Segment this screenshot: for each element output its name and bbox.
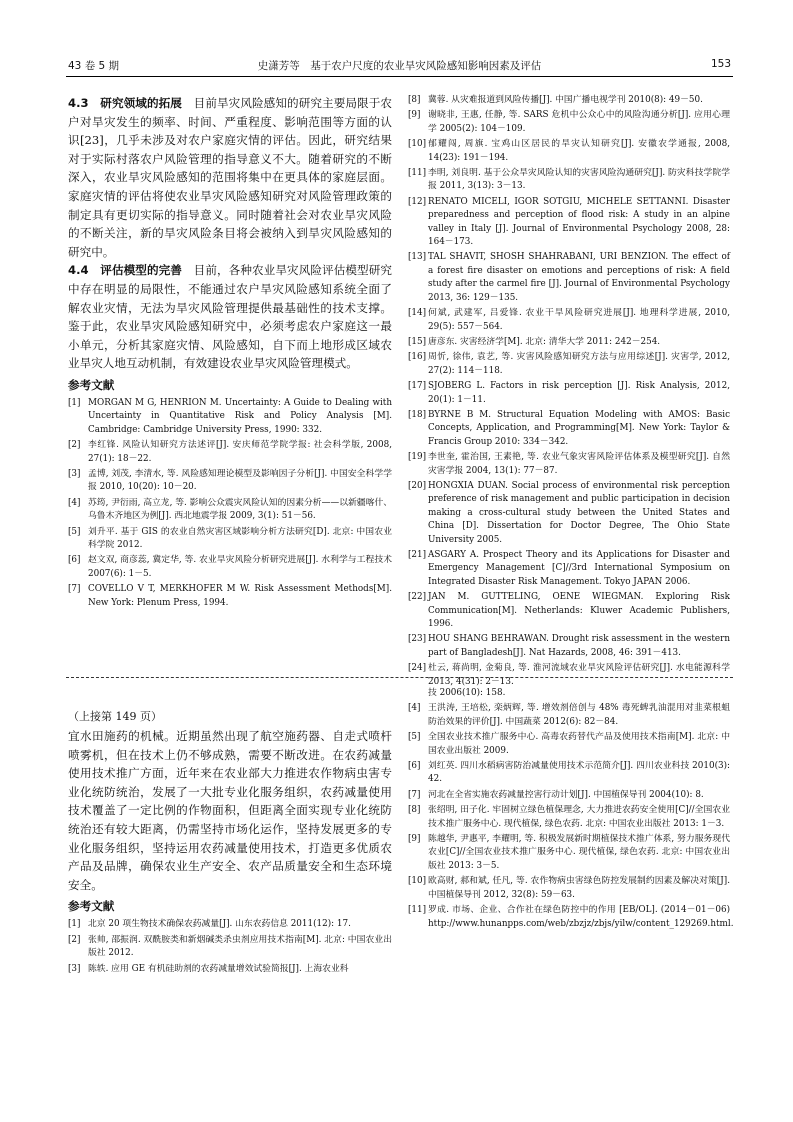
section-4-3 xyxy=(68,94,392,261)
reference-list-bottom-right xyxy=(408,687,730,700)
continued-text: 宜水田施药的机械。近期虽然出现了航空施药器、自走式喷杆喷雾机，但在技术上仍不够成熟，需要不断改进。在农药减量使用技术推广方面，近年来在农业部大力推进农作物病虫害专业化统防统治，发展了一大批专业化服务组织，农药减量使用技术覆盖了一定比例的作物面积，但距离全面实现专业化统防统治还有较大距离，仍需坚持市场化运作，坚持发展更多的专业化服务组织，坚持运用农药减量使用技术，打造更多优质农产品及品牌，确保农业生产安全、农产品质量安全和生态环境安全。 xyxy=(68,729,392,892)
reference-item xyxy=(408,789,730,802)
reference-text: HONGXIA DUAN. Social process of environmental risk perception preference of risk management and public participation in decision making a cross-cultural study between the United States and China [D]. Dissertation for Doctor Degree, The Ohio State University 2005. xyxy=(428,480,730,545)
reference-item xyxy=(408,307,730,334)
reference-number: [19] xyxy=(408,452,427,463)
references-heading-2: 参考文献 xyxy=(68,899,115,914)
reference-number: [8] xyxy=(408,805,421,816)
reference-number: [2] xyxy=(68,934,81,945)
reference-text: 欧高财, 郝和斌, 任凡, 等. 农作物病虫害绿色防控发展制约因素及解决对策[J]. 中国植保导刊 2012, 32(8): 59－63. xyxy=(428,876,730,900)
reference-number: [23] xyxy=(408,634,427,645)
reference-item xyxy=(408,633,730,660)
section-4-4-heading: 4.4 评估模型的完善 xyxy=(68,263,182,278)
reference-item xyxy=(408,833,730,873)
reference-number: [20] xyxy=(408,480,427,491)
reference-list-right xyxy=(408,94,730,689)
reference-item xyxy=(68,497,392,524)
reference-item xyxy=(68,554,392,581)
reference-number: [17] xyxy=(408,381,427,392)
reference-item xyxy=(408,196,730,250)
reference-item xyxy=(408,94,730,107)
reference-number: [2] xyxy=(68,440,81,451)
reference-item xyxy=(408,904,734,931)
right-column-top xyxy=(408,94,730,691)
reference-text: MORGAN M G, HENRION M. Uncertainty: A Guide to Dealing with Uncertainty in Quantitative Risk and Policy Analysis [M]. Cambridge: Cambridge University Press, 1990: 332. xyxy=(88,397,392,435)
reference-item xyxy=(408,409,730,449)
reference-number: [8] xyxy=(408,95,421,105)
reference-text: 唐彦东. 灾害经济学[M]. 北京: 清华大学 2011: 242－254. xyxy=(428,336,661,347)
reference-item xyxy=(408,662,730,689)
left-column-bottom xyxy=(68,709,392,978)
journal-issue: 43 卷 5 期 xyxy=(68,60,120,72)
reference-number: [9] xyxy=(408,110,421,121)
reference-item xyxy=(408,591,730,631)
reference-number: [21] xyxy=(408,550,427,560)
reference-text: 李明, 刘良明. 基于公众旱灾风险认知的灾害风险沟通研究[J]. 防灾科技学院学报 2011, 3(13): 3－13. xyxy=(428,168,730,192)
section-4-3-heading: 4.3 研究领域的拓展 xyxy=(68,96,182,110)
reference-text: 河北在全省实施农药减量控害行动计划[J]. 中国植保导刊 2004(10): 8. xyxy=(428,789,704,800)
references-heading: 参考文献 xyxy=(68,377,115,392)
reference-list-left xyxy=(68,397,392,610)
reference-text: 王洪涛, 王培松, 栾炳辉, 等. 增效剂倍创与 48% 毒死蜱乳油混用对韭菜根蛆防治效果的评价[J]. 中国蔬菜 2012(6): 82－84. xyxy=(428,703,730,727)
reference-number: [11] xyxy=(408,168,427,179)
reference-text: BYRNE B M. Structural Equation Modeling with AMOS: Basic Concepts, Application, and Programming[M]. New York: Taylor & Francis Group 2010: 334－342. xyxy=(428,409,730,447)
reference-text: COVELLO V T, MERKHOFER M W. Risk Assessment Methods[M]. New York: Plenum Press, 1994. xyxy=(88,584,392,608)
reference-item xyxy=(408,138,730,165)
reference-number: [10] xyxy=(408,876,427,887)
reference-item xyxy=(408,480,730,547)
reference-text: 陈越华, 尹惠平, 李耀明, 等. 积极发展新时期植保技术推广体系, 努力服务现代农业[C]//全国农业技术推广服务中心. 现代植保, 绿色农药. 北京: 中国农业出版社 2013: 3－5. xyxy=(428,834,730,871)
reference-item xyxy=(408,167,730,194)
reference-item xyxy=(408,380,730,407)
reference-text: 郁耀闯, 周旗. 宝鸡山区居民的旱灾认知研究[J]. 安徽农学通报, 2008, 14(23): 191－194. xyxy=(428,139,730,163)
section-4-3-text: 目前旱灾风险感知的研究主要局限于农户对旱灾发生的频率、时间、严重程度、影响范围等方面的认识[23]，几乎未涉及对农户家庭灾情的评估。因此，研究结果对于实际村落农户风险管理的指导意义不大。随着研究的不断深入，农业旱灾风险感知的范围将集中在更具体的家庭层面。家庭灾情的评估将使农业旱灾风险感知研究对风险管理政策的制定具有更切实际的指导意义。同时随着社会对农业旱灾风险的不断关注，新的旱灾风险条目将会被纳入到旱灾风险感知的研究中。 xyxy=(68,96,392,259)
reference-list-bottom-right-items xyxy=(408,702,734,931)
reference-item xyxy=(408,875,730,902)
reference-item xyxy=(408,549,730,589)
reference-number: [11] xyxy=(408,905,427,916)
reference-text: 杜云, 蒋尚明, 金菊良, 等. 淮河流域农业旱灾风险评估研究[J]. 水电能源科学 2013, 4(31): 2－13. xyxy=(428,663,730,687)
reference-text: RENATO MICELI, IGOR SOTGIU, MICHELE SETTANNI. Disaster preparedness and perception of flood risk: A study in an alpine valley in Italy [J]. Journal of Environmental Psychology 2008, 28: 164－173. xyxy=(428,196,730,248)
reference-item xyxy=(68,468,392,495)
reference-text: SJOBERG L. Factors in risk perception [J]. Risk Analysis, 2012, 20(1): 1－11. xyxy=(428,381,730,405)
reference-text: 孟博, 刘茂, 李清水, 等. 风险感知理论模型及影响因子分析[J]. 中国安全科学学报 2010, 10(20): 10－20. xyxy=(88,468,392,493)
continued-label: （上接第 149 页） xyxy=(68,710,162,723)
reference-number: [22] xyxy=(408,592,427,603)
reference-number: [5] xyxy=(408,732,421,743)
reference-number: [18] xyxy=(408,409,427,420)
reference-text: 赵文双, 商彦蕊, 冀定华, 等. 农业旱灾风险分析研究进展[J]. 水利学与工程技术 2007(6): 1－5. xyxy=(88,555,392,579)
left-column-top xyxy=(68,94,392,612)
reference-number: [3] xyxy=(68,963,81,974)
section-4-4-text: 目前，各种农业旱灾风险评估模型研究中存在明显的局限性，不能通过农户旱灾风险感知系统全面了解农业灾情，无法为旱灾风险管理提供最基础性的技术支撑。鉴于此，农业旱灾风险感知研究中，必须考虑农户家庭这一最小单元，分析其家庭灾情、风险感知，自下而上地形成区域农业旱灾人地互动机制，有效建设农业旱灾风险管理模式。 xyxy=(68,263,392,371)
reference-text: 全国农业技术推广服务中心. 高毒农药替代产品及使用技术指南[M]. 北京: 中国农业出版社 2009. xyxy=(428,732,730,756)
reference-number: [1] xyxy=(68,919,81,930)
reference-text: 何斌, 武建军, 吕爱锋. 农业干旱风险研究进展[J]. 地理科学进展, 2010, 29(5): 557－564. xyxy=(428,308,730,332)
reference-text: 谢晓非, 王惠, 任静, 等. SARS 危机中公众心中的风险沟通分析[J]. 应用心理学 2005(2): 104－109. xyxy=(428,110,730,134)
reference-item xyxy=(68,397,392,437)
reference-continuation: 技 2006(10): 158. xyxy=(428,688,506,698)
reference-number: [6] xyxy=(408,761,421,772)
reference-text: 苏筠, 尹衍雨, 高立龙, 等. 影响公众震灾风险认知的因素分析——以新疆喀什、乌鲁木齐地区为例[J]. 西北地震学报 2009, 3(1): 51－56. xyxy=(88,497,392,522)
reference-number: [3] xyxy=(68,468,81,479)
reference-text: 张绍明, 田子化. 牢固树立绿色植保理念, 大力推进农药安全使用[C]//全国农业技术推广服务中心. 现代植保, 绿色农药. 北京: 中国农业出版社 2013: 1－3. xyxy=(428,805,730,829)
reference-number: [9] xyxy=(408,834,421,845)
page-number: 153 xyxy=(710,58,731,70)
reference-number: [16] xyxy=(408,352,427,363)
reference-text: 罗成. 市场、企业、合作社在绿色防控中的作用 [EB/OL]. (2014－01－06) http://www.hunanpps.com/web/zbzjz/zbjs/yilw/content_129269.html. xyxy=(428,905,734,929)
reference-text: 北京 20 项生物技术确保农药减量[J]. 山东农药信息 2011(12): 17. xyxy=(88,919,351,930)
reference-item xyxy=(68,918,392,931)
reference-item xyxy=(68,934,392,961)
reference-item xyxy=(408,702,730,729)
reference-text: 刘红英. 四川水稻病害防治减量使用技术示范简介[J]. 四川农业科技 2010(3): 42. xyxy=(428,761,730,785)
reference-item xyxy=(68,526,392,553)
reference-number: [14] xyxy=(408,308,427,319)
reference-number: [6] xyxy=(68,555,81,566)
reference-item xyxy=(68,963,392,976)
article-divider xyxy=(66,677,733,678)
reference-text: 陈轶. 应用 GE 有机硅助剂的农药减量增效试验简报[J]. 上海农业科 xyxy=(88,963,349,974)
reference-item xyxy=(408,109,730,136)
reference-number: [1] xyxy=(68,397,81,408)
reference-text: ASGARY A. Prospect Theory and its Applications for Disaster and Emergency Management [C]//3rd International Symposium on Integrated Disaster Risk Management. Tokyo JAPAN 2006. xyxy=(428,550,730,587)
reference-number: [24] xyxy=(408,663,427,674)
reference-item xyxy=(408,336,730,349)
reference-number: [4] xyxy=(408,703,421,714)
right-column-bottom xyxy=(408,687,734,933)
reference-number: [10] xyxy=(408,139,427,150)
reference-text: TAL SHAVIT, SHOSH SHAHRABANI, URI BENZION. The effect of a forest fire disaster on emotions and perceptions of risk: A field study after the carmel fire [J]. Journal of Environmental Psychology 2013, 36: 129－135. xyxy=(428,252,730,303)
reference-number: [13] xyxy=(408,252,427,263)
reference-item xyxy=(408,804,730,831)
reference-item xyxy=(408,351,730,378)
reference-item xyxy=(408,251,730,305)
reference-text: 张帅, 邵振润. 双酰胺类和新烟碱类杀虫剂应用技术指南[M]. 北京: 中国农业出版社 2012. xyxy=(88,934,392,959)
reference-text: 李红锋. 风险认知研究方法述评[J]. 安庆师范学院学报: 社会科学版, 2008, 27(1): 18－22. xyxy=(88,440,392,464)
reference-item xyxy=(408,731,730,758)
reference-text: JAN M. GUTTELING, OENE WIEGMAN. Exploring Risk Communication[M]. Netherlands: Kluwer Academic Publishers, 1996. xyxy=(428,592,730,630)
reference-item xyxy=(68,583,392,610)
reference-text: 刘升平. 基于 GIS 的农业自然灾害区域影响分析方法研究[D]. 北京: 中国农业科学院 2012. xyxy=(88,526,392,550)
reference-number: [12] xyxy=(408,196,427,207)
reference-number: [7] xyxy=(408,789,421,800)
running-header xyxy=(68,58,731,74)
reference-text: 周忻, 徐伟, 袁艺, 等. 灾害风险感知研究方法与应用综述[J]. 灾害学, 2012, 27(2): 114－118. xyxy=(428,352,730,376)
reference-text: 冀蓉. 从灾难报道到风险传播[J]. 中国广播电视学刊 2010(8): 49－50. xyxy=(428,95,703,105)
running-title: 史潇芳等 基于农户尺度的农业旱灾风险感知影响因素及评估 xyxy=(257,60,542,72)
reference-number: [7] xyxy=(68,584,81,595)
reference-number: [5] xyxy=(68,526,81,537)
reference-text: 李世奎, 霍治国, 王素艳, 等. 农业气象灾害风险评估体系及模型研究[J]. 自然灾害学报 2004, 13(1): 77－87. xyxy=(428,452,730,476)
reference-item xyxy=(68,439,392,466)
reference-item xyxy=(408,760,730,787)
reference-item xyxy=(408,451,730,478)
reference-number: [15] xyxy=(408,336,427,347)
section-4-4 xyxy=(68,261,392,373)
reference-number: [4] xyxy=(68,497,81,508)
reference-text: HOU SHANG BEHRAWAN. Drought risk assessment in the western part of Bangladesh[J]. Nat Hazards, 2008, 46: 391－413. xyxy=(428,634,730,658)
header-rule xyxy=(66,76,733,77)
reference-list-bottom-left xyxy=(68,918,392,976)
